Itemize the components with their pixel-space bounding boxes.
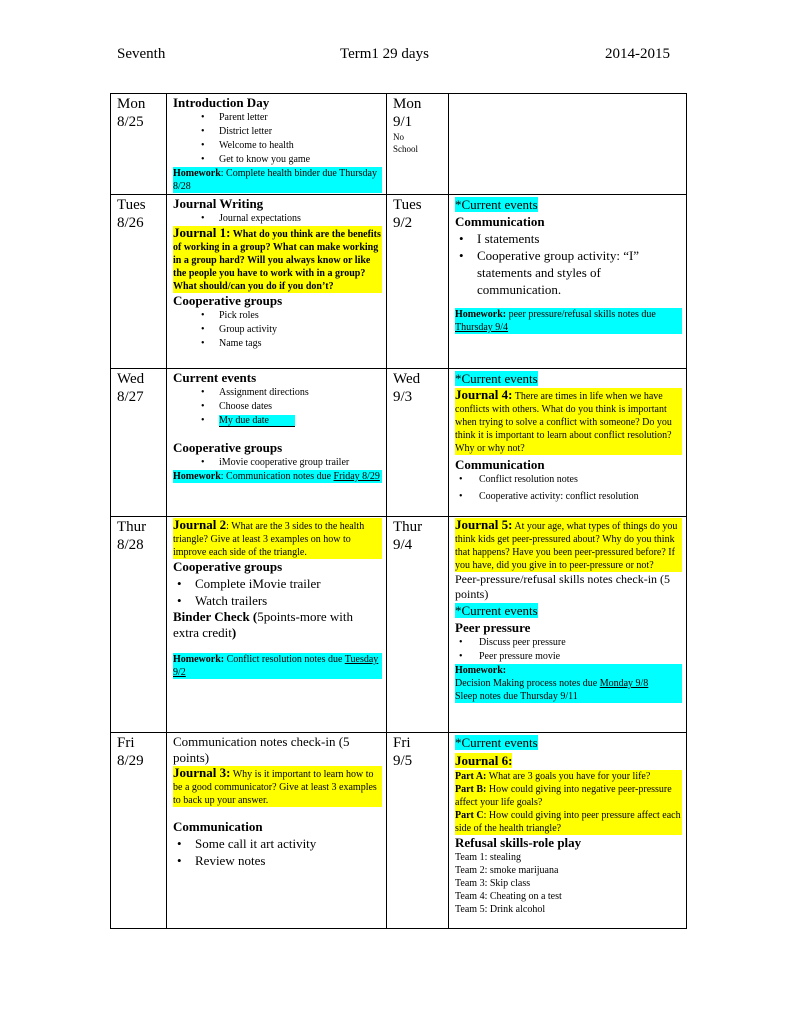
part-text: What are 3 goals you have for your life?	[486, 771, 651, 782]
day-name: Fri	[117, 735, 135, 751]
homework-date: Monday 9/8	[599, 678, 649, 689]
section-title: Journal Writing	[173, 196, 264, 211]
homework-date: Tuesday 9/2	[173, 654, 379, 678]
day-cell	[387, 733, 449, 929]
day-name: Fri	[393, 735, 411, 751]
team-item: Team 1: stealing	[455, 852, 521, 863]
day-cell	[111, 94, 167, 195]
header-year: 2014-2015	[605, 46, 670, 62]
list-item	[173, 414, 382, 428]
list-item: • Conflict resolution notes	[455, 473, 682, 487]
item-list	[173, 835, 382, 869]
list-item: • Welcome to health	[173, 139, 382, 153]
day-name: Thur	[393, 519, 423, 535]
section-title: Communication	[455, 214, 545, 229]
current-events-text: *Current events	[455, 371, 538, 386]
day-cell	[387, 517, 449, 733]
journal-prompt	[173, 226, 382, 293]
day-date: 9/1	[393, 114, 413, 130]
current-events-text: *Current events	[455, 197, 538, 212]
list-item: • Watch trailers	[173, 592, 382, 609]
list-item: • Cooperative group activity: “I” statements and styles of communication.	[455, 247, 682, 298]
day-name: Mon	[393, 96, 422, 112]
list-item: • Journal expectations	[173, 212, 382, 226]
list-item: • District letter	[173, 125, 382, 139]
content-cell	[449, 94, 687, 195]
day-date: 9/3	[393, 389, 413, 405]
content-cell	[167, 369, 387, 517]
list-item: • Some call it art activity	[173, 835, 382, 852]
list-item: • Discuss peer pressure	[455, 636, 682, 650]
day-cell	[387, 94, 449, 195]
item-list	[455, 636, 682, 664]
part-label: Part C	[455, 810, 484, 821]
current-events-text: *Current events	[455, 603, 538, 618]
journal-title	[455, 752, 682, 770]
journal-prompt	[455, 388, 682, 455]
homework-text-2: Sleep notes due Thursday 9/11	[455, 691, 578, 702]
homework-note	[173, 470, 382, 483]
day-cell	[387, 369, 449, 517]
binder-check	[173, 609, 382, 641]
journal-text: At your age, what types of things do you think kids get peer-pressured about? Why do you think that happens? Have you been peer-pressured before? If you have, did you give in to peer-pressure or not?	[455, 521, 678, 571]
list-item: • Group activity	[173, 323, 382, 337]
header-term: Term1 29 days	[340, 46, 429, 62]
current-events-tag	[455, 371, 538, 387]
due-date-highlight: My due date	[219, 415, 295, 427]
checkin-note: Communication notes check-in (5 points)	[173, 734, 350, 765]
list-item: • iMovie cooperative group trailer	[173, 456, 382, 470]
homework-text: : Communication notes due	[220, 471, 334, 482]
content-cell	[449, 369, 687, 517]
journal-prompt	[173, 518, 382, 559]
list-item: • Parent letter	[173, 111, 382, 125]
table-row	[111, 733, 687, 929]
journal-label: Journal 5:	[455, 517, 513, 532]
journal-label: Journal 6:	[455, 753, 513, 768]
content-cell	[167, 733, 387, 929]
list-item: • Choose dates	[173, 400, 382, 414]
list-item: • Assignment directions	[173, 386, 382, 400]
section-title: Refusal skills-role play	[455, 835, 582, 850]
table-row	[111, 195, 687, 369]
section-title: Peer pressure	[455, 620, 531, 635]
no-school-note: No	[393, 132, 404, 142]
team-item: Team 5: Drink alcohol	[455, 904, 546, 915]
day-cell	[111, 195, 167, 369]
schedule-table	[110, 93, 687, 929]
item-list	[173, 212, 382, 226]
day-cell	[387, 195, 449, 369]
day-cell	[111, 517, 167, 733]
day-date: 8/27	[117, 389, 144, 405]
day-date: 9/5	[393, 753, 413, 769]
homework-date: Friday 8/29	[333, 471, 380, 482]
section-title: Cooperative groups	[173, 293, 283, 308]
item-list	[173, 309, 382, 351]
day-cell	[111, 733, 167, 929]
journal-prompt	[173, 766, 382, 807]
part-label: Part A:	[455, 771, 487, 782]
day-date: 9/2	[393, 215, 413, 231]
day-cell	[111, 369, 167, 517]
journal-label: Journal 2	[173, 517, 227, 532]
section-title: Introduction Day	[173, 95, 270, 110]
item-list	[455, 230, 682, 298]
journal-text: Why is it important to learn how to be a good communicator? Give at least 3 examples to back up your answer.	[173, 769, 377, 806]
list-item: • I statements	[455, 230, 682, 247]
homework-note	[173, 653, 382, 679]
journal-label: Journal 1:	[173, 225, 231, 240]
part-a	[455, 770, 682, 783]
list-item: • Complete iMovie trailer	[173, 575, 382, 592]
list-item: • Pick roles	[173, 309, 382, 323]
part-b	[455, 783, 682, 809]
day-name: Thur	[117, 519, 147, 535]
day-date: 8/26	[117, 215, 144, 231]
current-events-tag	[455, 735, 538, 751]
homework-label: Homework	[173, 168, 221, 179]
part-text: : How could giving into peer pressure affect each side of the health triangle?	[455, 810, 681, 834]
binder-label: Binder Check (	[173, 609, 258, 624]
journal-label: Journal 3:	[173, 765, 231, 780]
section-title: Communication	[455, 457, 545, 472]
homework-text: Conflict resolution notes due	[224, 654, 345, 665]
section-title: Communication	[173, 819, 263, 834]
section-title: Current events	[173, 370, 257, 385]
journal-text: What do you think are the benefits of working in a group? What can make working in a group hard? Will you always know or like the people you have to work with in a group? What should/can you do if you don’t?	[173, 229, 381, 292]
journal-prompt	[455, 518, 682, 572]
section-title: Cooperative groups	[173, 559, 283, 574]
homework-note	[455, 664, 682, 703]
homework-date: Thursday 9/4	[455, 322, 509, 333]
content-cell	[167, 195, 387, 369]
list-item: • Review notes	[173, 852, 382, 869]
table-row	[111, 94, 687, 195]
day-date: 9/4	[393, 537, 413, 553]
content-cell	[167, 94, 387, 195]
content-cell	[167, 517, 387, 733]
current-events-text: *Current events	[455, 735, 538, 750]
item-list	[173, 386, 382, 428]
list-item: • Peer pressure movie	[455, 650, 682, 664]
day-date: 8/25	[117, 114, 144, 130]
homework-label: Homework	[173, 471, 221, 482]
current-events-tag	[455, 603, 538, 619]
homework-text: Decision Making process notes due	[455, 678, 600, 689]
table-row	[111, 369, 687, 517]
table-row	[111, 517, 687, 733]
header-grade: Seventh	[117, 46, 166, 62]
binder-end: )	[231, 625, 237, 640]
homework-label: Homework:	[455, 665, 507, 676]
homework-text: peer pressure/refusal skills notes due	[506, 309, 656, 320]
item-list	[173, 111, 382, 167]
team-item: Team 4: Cheating on a test	[455, 891, 562, 902]
no-school-note: School	[393, 144, 419, 154]
journal-text: There are times in life when we have conflicts with others. What do you think is important when trying to solve a conflict with someone? Do you think it is important to learn about conflict resolution? Why or why not?	[455, 391, 672, 454]
homework-text: : Complete health binder due Thursday 8/28	[173, 168, 377, 192]
part-label: Part B:	[455, 784, 487, 795]
list-item: • Cooperative activity: conflict resolution	[455, 490, 682, 504]
homework-note	[455, 308, 682, 334]
current-events-tag	[455, 197, 538, 213]
homework-label: Homework:	[455, 309, 507, 320]
day-name: Tues	[117, 197, 146, 213]
content-cell	[449, 517, 687, 733]
list-item: • Name tags	[173, 337, 382, 351]
item-list	[173, 575, 382, 609]
item-list	[455, 473, 682, 504]
team-item: Team 2: smoke marijuana	[455, 865, 559, 876]
item-list	[173, 456, 382, 470]
day-name: Mon	[117, 96, 146, 112]
content-cell	[449, 195, 687, 369]
part-c	[455, 809, 682, 835]
day-date: 8/29	[117, 753, 144, 769]
homework-note	[173, 167, 382, 193]
section-title: Cooperative groups	[173, 440, 283, 455]
content-cell	[449, 733, 687, 929]
part-text: How could giving into negative peer-pressure affect your life goals?	[455, 784, 672, 808]
day-name: Tues	[393, 197, 422, 213]
day-name: Wed	[393, 371, 421, 387]
day-name: Wed	[117, 371, 145, 387]
team-item: Team 3: Skip class	[455, 878, 531, 889]
checkin-note: Peer-pressure/refusal skills notes check-in (5 points)	[455, 572, 671, 601]
journal-label: Journal 4:	[455, 387, 513, 402]
list-item: • Get to know you game	[173, 153, 382, 167]
homework-label: Homework:	[173, 654, 225, 665]
journal-text: : What are the 3 sides to the health triangle? Give at least 3 examples on how to improve each side of the triangle.	[173, 521, 365, 558]
day-date: 8/28	[117, 537, 144, 553]
binder-text: 5points-more with extra credit	[173, 609, 353, 640]
